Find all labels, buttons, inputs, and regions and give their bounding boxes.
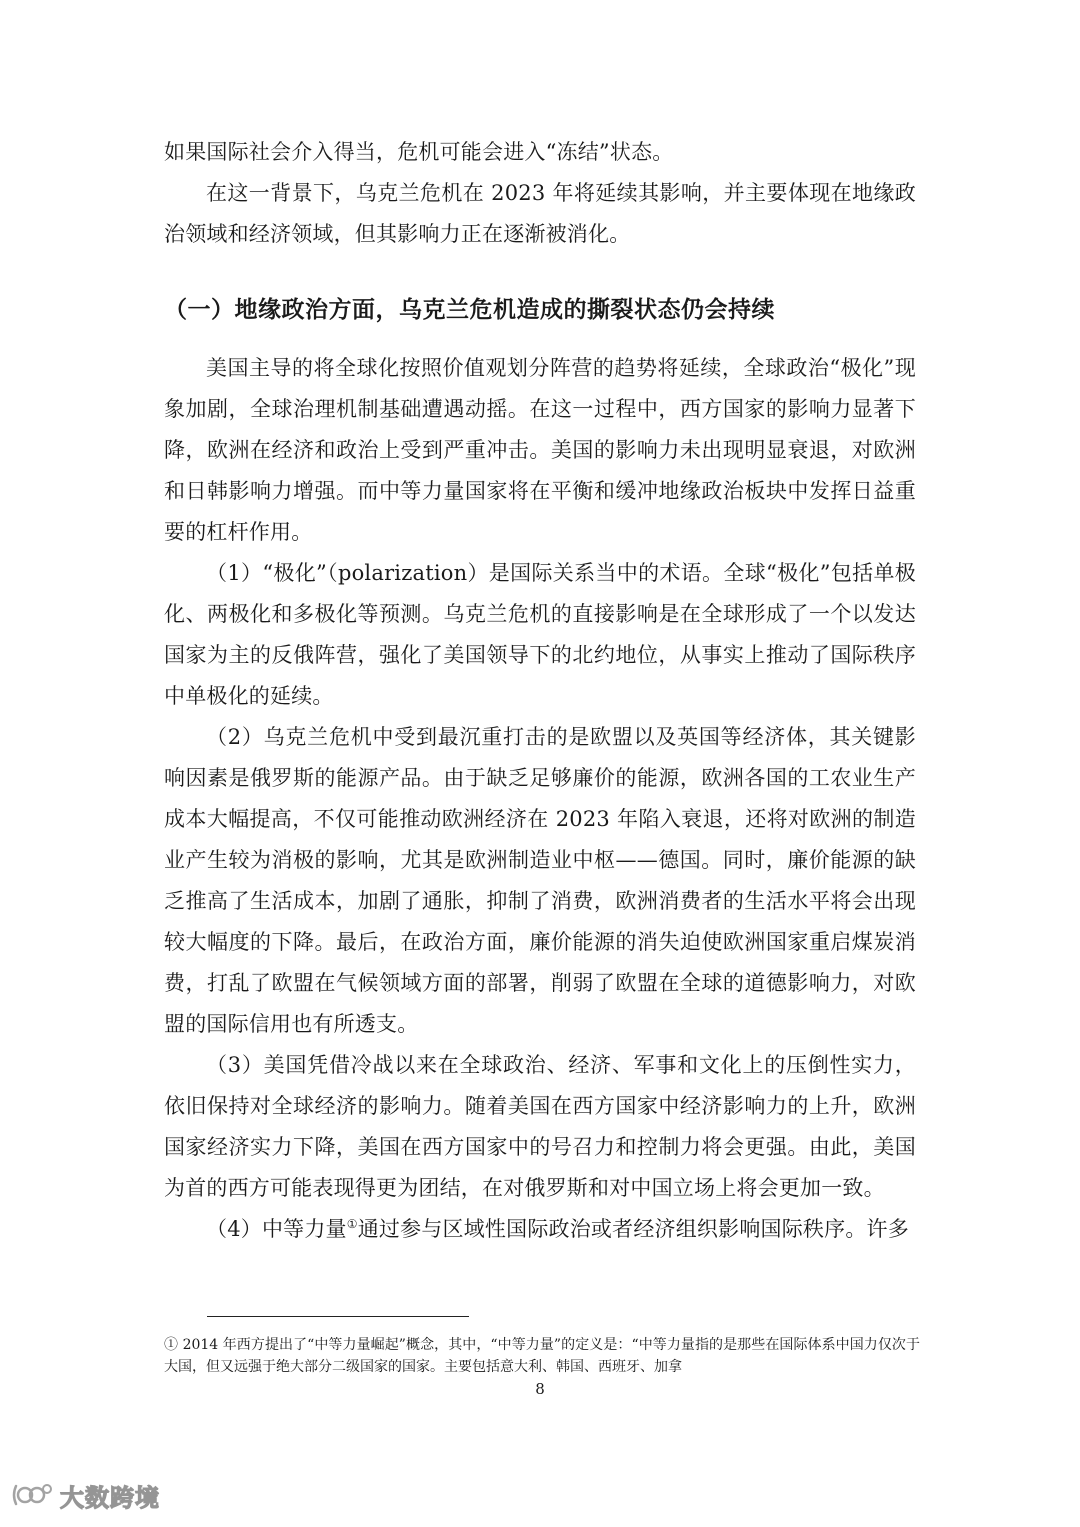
top-text-block (164, 132, 916, 255)
paragraph-point-4 (164, 1209, 916, 1250)
page-number: 8 (535, 1380, 545, 1398)
point-4-lead: （4）中等力量 (206, 1217, 347, 1241)
paragraph-intro: 美国主导的将全球化按照价值观划分阵营的趋势将延续，全球政治“极化”现象加剧，全球治理机制基础遭遇动摇。在这一过程中，西方国家的影响力显著下降，欧洲在经济和政治上受到严重冲击。美国的影响力未出现明显衰退，对欧洲和日韩影响力增强。而中等力量国家将在平衡和缓冲地缘政治板块中发挥日益重要的杠杆作用。 (164, 356, 916, 544)
paragraph-continuation: 如果国际社会介入得当，危机可能会进入“冻结”状态。 (164, 140, 674, 164)
paragraph-point-3: （3）美国凭借冷战以来在全球政治、经济、军事和文化上的压倒性实力，依旧保持对全球经济的影响力。随着美国在西方国家中经济影响力的上升，欧洲国家经济实力下降，美国在西方国家中的号召力和控制力将会更强。由此，美国为首的西方可能表现得更为团结，在对俄罗斯和对中国立场上将会更加一致。 (164, 1053, 916, 1200)
footnote-marker[interactable]: ① (346, 1217, 358, 1231)
paragraph-background: 在这一背景下，乌克兰危机在 2023 年将延续其影响，并主要体现在地缘政治领域和经济领域，但其影响力正在逐渐被消化。 (164, 181, 916, 246)
watermark (10, 1478, 160, 1512)
main-text-block (164, 348, 916, 1250)
watermark-logo-icon (10, 1480, 54, 1510)
section-heading: （一）地缘政治方面，乌克兰危机造成的撕裂状态仍会持续 (164, 297, 775, 323)
footnote-text: ① 2014 年西方提出了“中等力量崛起”概念，其中，“中等力量”的定义是：“中等力量指的是那些在国际体系中国力仅次于大国，但又远强于绝大部分二级国家的国家。主要包括意大利、韩国、西班牙、加拿 (164, 1337, 920, 1375)
paragraph-point-1: （1）“极化”（polarization）是国际关系当中的术语。全球“极化”包括单极化、两极化和多极化等预测。乌克兰危机的直接影响是在全球形成了一个以发达国家为主的反俄阵营，强化了美国领导下的北约地位，从事实上推动了国际秩序中单极化的延续。 (164, 561, 916, 708)
footnote-divider (207, 1316, 469, 1317)
watermark-text: 大数跨境 (60, 1483, 160, 1512)
paragraph-point-2: （2）乌克兰危机中受到最沉重打击的是欧盟以及英国等经济体，其关键影响因素是俄罗斯的能源产品。由于缺乏足够廉价的能源，欧洲各国的工农业生产成本大幅提高，不仅可能推动欧洲经济在 2023 年陷入衰退，还将对欧洲的制造业产生较为消极的影响，尤其是欧洲制造业中枢——德国。同时，廉价能源的缺乏推高了生活成本，加剧了通胀，抑制了消费，欧洲消费者的生活水平将会出现较大幅度的下降。最后，在政治方面，廉价能源的消失迫使欧洲国家重启煤炭消费，打乱了欧盟在气候领域方面的部署，削弱了欧盟在全球的道德影响力，对欧盟的国际信用也有所透支。 (164, 725, 916, 1036)
point-4-rest: 通过参与区域性国际政治或者经济组织影响国际秩序。许多 (357, 1217, 909, 1241)
